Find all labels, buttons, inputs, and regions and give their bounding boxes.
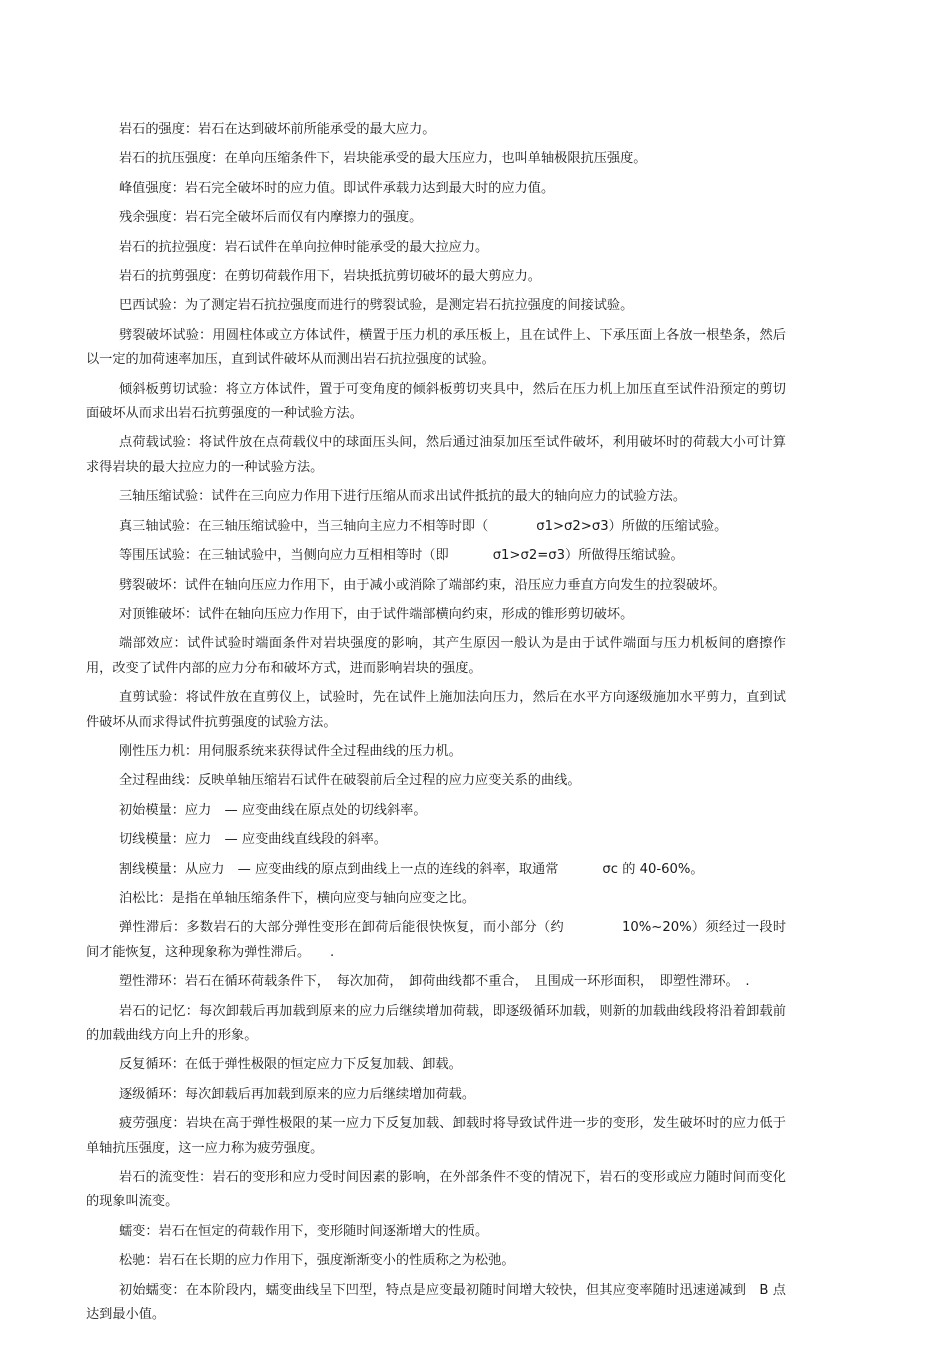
definition-brazilian-test: 巴西试验：为了测定岩石抗拉强度而进行的劈裂试验，是测定岩石抗拉强度的间接试验。 [119, 298, 634, 314]
definition-cone-failure: 对顶锥破坏：试件在轴向压应力作用下，由于试件端部横向约束，形成的锥形剪切破坏。 [119, 606, 634, 622]
definition-compressive-strength: 岩石的抗压强度：在单向压缩条件下，岩块能承受的最大压应力，也叫单轴极限抗压强度。 [119, 151, 647, 167]
true-triaxial-formula: σ1>σ2>σ3）所做的压缩试验。 [536, 518, 728, 534]
document-body [86, 118, 786, 1332]
definition-splitting-failure: 劈裂破坏：试件在轴向压应力作用下，由于减小或消除了端部约束，沿压应力垂直方向发生的拉裂破坏。 [119, 577, 726, 593]
secant-modulus-range: σc 的 40-60%。 [602, 861, 704, 877]
elastic-hysteresis-text: 弹性滞后：多数岩石的大部分弹性变形在卸荷后能很快恢复，而小部分（约 [119, 920, 564, 936]
definition-inclined-shear-test: 倾斜板剪切试验：将立方体试件，置于可变角度的倾斜板剪切夹具中，然后在压力机上加压直至试件沿预定的剪切面破坏从而求出岩石抗剪强度的一种试验方法。 [86, 381, 786, 422]
definition-fatigue-strength: 疲劳强度：岩块在高于弹性极限的某一应力下反复加载、卸载时将导致试件进一步的变形，发生破坏时的应力低于单轴抗压强度，这一应力称为疲劳强度。 [86, 1116, 786, 1156]
definition-rheology: 岩石的流变性：岩石的变形和应力受时间因素的影响，在外部条件不变的情况下，岩石的变形或应力随时间而变化的现象叫流变。 [86, 1170, 786, 1210]
definition-peak-strength: 峰值强度：岩石完全破坏时的应力值。即试件承载力达到最大时的应力值。 [119, 180, 555, 196]
definition-relaxation: 松驰：岩石在长期的应力作用下，强度渐渐变小的性质称之为松弛。 [119, 1253, 515, 1269]
equal-confining-text: 等围压试验：在三轴试验中，当侧向应力互相相等时（即 [119, 548, 449, 564]
definition-creep: 蠕变：岩石在恒定的荷载作用下，变形随时间逐渐增大的性质。 [119, 1223, 489, 1239]
elastic-hysteresis-continuation: 10%~20%）须经过一段时间才能恢复，这种现象称为弹性滞后。 . [86, 920, 787, 960]
definition-plastic-hysteresis: 塑性滞环：岩石在循环荷载条件下， 每次加荷， 卸荷曲线都不重合， 且围成一环形面积， 即塑性滞环。 . [119, 974, 750, 990]
definition-elastic-hysteresis [86, 916, 786, 965]
definition-stepwise-cycle: 逐级循环：每次卸载后再加载到原来的应力后继续增加荷载。 [119, 1086, 476, 1102]
definition-rock-strength: 岩石的强度：岩石在达到破坏前所能承受的最大应力。 [119, 122, 436, 137]
definition-repeated-cycle: 反复循环：在低于弹性极限的恒定应力下反复加载、卸载。 [119, 1057, 462, 1073]
definition-end-effect: 端部效应：试件试验时端面条件对岩块强度的影响，其产生原因一般认为是由于试件端面与压力机板间的磨擦作用，改变了试件内部的应力分布和破坏方式，进而影响岩块的强度。 [86, 636, 786, 676]
definition-point-load-test: 点荷载试验：将试件放在点荷载仪中的球面压头间，然后通过油泵加压至试件破坏，利用破坏时的荷载大小可计算求得岩块的最大拉应力的一种试验方法。 [86, 435, 786, 475]
secant-modulus-text: 割线模量：从应力 — 应变曲线的原点到曲线上一点的连线的斜率，取通常 [119, 861, 559, 877]
equal-confining-formula: σ1>σ2=σ3）所做得压缩试验。 [492, 548, 684, 564]
definition-secant-modulus [86, 858, 786, 882]
definition-splitting-test: 劈裂破坏试验：用圆柱体或立方体试件，横置于压力机的承压板上，且在试件上、下承压面上各放一根垫条，然后以一定的加荷速率加压，直到试件破坏从而测出岩石抗拉强度的试验。 [86, 327, 786, 368]
definition-equal-confining-test [86, 544, 786, 568]
definition-triaxial-test: 三轴压缩试验：试件在三向应力作用下进行压缩从而求出试件抵抗的最大的轴向应力的试验方法。 [119, 489, 687, 505]
definition-direct-shear-test: 直剪试验：将试件放在直剪仪上，试验时，先在试件上施加法向压力，然后在水平方向逐级施加水平剪力，直到试件破坏从而求得试件抗剪强度的试验方法。 [86, 690, 786, 730]
definition-poisson-ratio: 泊松比：是指在单轴压缩条件下，横向应变与轴向应变之比。 [119, 890, 476, 906]
definition-complete-curve: 全过程曲线：反映单轴压缩岩石试件在破裂前后全过程的应力应变关系的曲线。 [119, 773, 581, 789]
definition-initial-modulus: 初始模量：应力 — 应变曲线在原点处的切线斜率。 [119, 802, 427, 818]
definition-initial-creep: 初始蠕变：在本阶段内，蠕变曲线呈下凹型，特点是应变最初随时间增大较快，但其应变率随时迅速递减到 B 点达到最小值。 [86, 1282, 786, 1323]
definition-tensile-strength: 岩石的抗拉强度：岩石试件在单向拉伸时能承受的最大拉应力。 [119, 239, 489, 255]
definition-rock-memory: 岩石的记忆：每次卸载后再加载到原来的应力后继续增加荷载，即逐级循环加载，则新的加载曲线段将沿着卸载前的加载曲线方向上升的形象。 [86, 1003, 786, 1043]
true-triaxial-text: 真三轴试验：在三轴压缩试验中，当三轴向主应力不相等时即（ [119, 518, 489, 534]
definition-tangent-modulus: 切线模量：应力 — 应变曲线直线段的斜率。 [119, 832, 387, 848]
definition-shear-strength: 岩石的抗剪强度：在剪切荷载作用下，岩块抵抗剪切破坏的最大剪应力。 [119, 269, 541, 285]
definition-residual-strength: 残余强度：岩石完全破坏后而仅有内摩擦力的强度。 [119, 210, 423, 226]
definition-true-triaxial-test [86, 515, 786, 539]
definition-stiff-press: 刚性压力机：用伺服系统来获得试件全过程曲线的压力机。 [119, 743, 462, 759]
